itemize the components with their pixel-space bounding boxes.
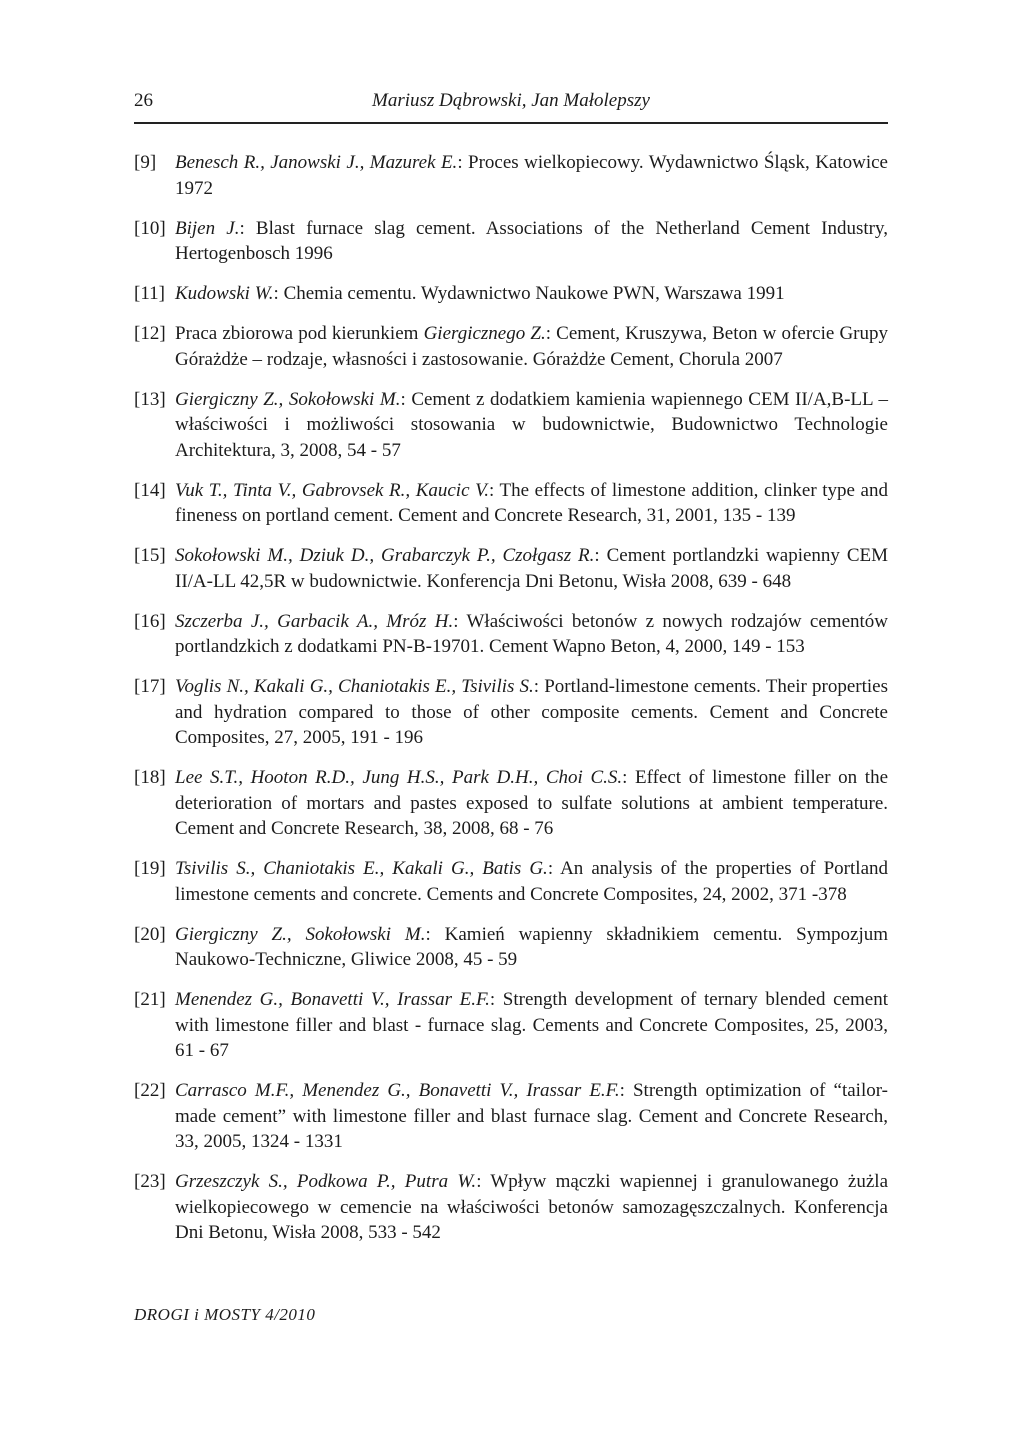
reference-number: [10] xyxy=(134,217,166,239)
reference-entry xyxy=(134,150,888,201)
reference-authors: Lee S.T., Hooton R.D., Jung H.S., Park D.H., Choi C.S. xyxy=(175,767,623,788)
reference-number: [21] xyxy=(134,989,166,1010)
reference-text: : Kamień wapienny składnikiem cementu. Sympozjum Naukowo-Techniczne, Gliwice 2008, 45 - 59 xyxy=(175,923,889,970)
reference-entry xyxy=(134,543,888,594)
reference-entry xyxy=(134,765,888,842)
reference-prefix: Praca zbiorowa pod kierunkiem xyxy=(175,323,424,344)
running-head: Mariusz Dąbrowski, Jan Małolepszy xyxy=(372,90,650,111)
journal-footer: DROGI i MOSTY 4/2010 xyxy=(134,1305,316,1324)
reference-text: : Effect of limestone filler on the deterioration of mortars and pastes exposed to sulfate solutions at ambient temperature. Cement and Concrete Research, 38, 2008, 68 - 76 xyxy=(175,767,888,839)
reference-number: [12] xyxy=(134,323,166,344)
reference-number: [22] xyxy=(134,1080,166,1101)
reference-authors: Menendez G., Bonavetti V., Irassar E.F. xyxy=(175,989,490,1010)
reference-authors: Giergicznego Z. xyxy=(423,323,546,344)
reference-text: : Strength optimization of “tailor-made cement” with limestone filler and blast furnace slag. Cement and Concrete Research, 33, 2005, 1324 - 1331 xyxy=(175,1080,888,1152)
reference-entry xyxy=(134,1078,888,1155)
reference-authors: Grzeszczyk S., Podkowa P., Putra W. xyxy=(175,1171,477,1192)
page-number: 26 xyxy=(134,90,153,111)
reference-authors: Kudowski W. xyxy=(175,283,274,304)
reference-authors: Carrasco M.F., Menendez G., Bonavetti V., Irassar E.F. xyxy=(175,1080,620,1101)
reference-text: : Cement portlandzki wapienny CEM II/A-LL 42,5R w budownictwie. Konferencja Dni Betonu, Wisła 2008, 639 - 648 xyxy=(175,545,888,592)
page-header xyxy=(134,90,888,124)
reference-list xyxy=(134,150,888,1260)
reference-number: [11] xyxy=(134,283,165,304)
reference-authors: Bijen J. xyxy=(175,217,240,239)
reference-text: : Proces wielkopiecowy. Wydawnictwo Śląsk, Katowice 1972 xyxy=(175,152,888,199)
reference-number: [14] xyxy=(134,479,166,501)
reference-entry xyxy=(134,856,888,907)
reference-text: : An analysis of the properties of Portland limestone cements and concrete. Cements and Concrete Composites, 24, 2002, 371 -378 xyxy=(175,858,888,905)
reference-number: [13] xyxy=(134,388,166,410)
reference-entry xyxy=(134,478,888,529)
reference-text: : Cement, Kruszywa, Beton w ofercie Grupy Górażdże – rodzaje, własności i zastosowanie. Górażdże Cement, Chorula 2007 xyxy=(175,323,889,370)
reference-number: [23] xyxy=(134,1171,166,1192)
reference-entry xyxy=(134,281,888,307)
reference-authors: Giergiczny Z., Sokołowski M. xyxy=(175,923,426,945)
reference-text: : Blast furnace slag cement. Associations of the Netherland Cement Industry, Hertogenbosch 1996 xyxy=(175,217,889,264)
reference-text: : The effects of limestone addition, clinker type and fineness on portland cement. Cement and Concrete Research, 31, 2001, 135 - 139 xyxy=(175,479,888,526)
reference-authors: Benesch R., Janowski J., Mazurek E. xyxy=(175,152,458,173)
reference-authors: Giergiczny Z., Sokołowski M. xyxy=(175,388,401,410)
reference-entry xyxy=(134,1169,888,1246)
reference-text: : Właściwości betonów z nowych rodzajów cementów portlandzkich z dodatkami PN-B-19701. Cement Wapno Beton, 4, 2000, 149 - 153 xyxy=(175,610,889,657)
reference-number: [20] xyxy=(134,923,166,945)
reference-text: : Portland-limestone cements. Their properties and hydration compared to those of other composite cements. Cement and Concrete Composites, 27, 2005, 191 - 196 xyxy=(175,676,888,748)
reference-entry xyxy=(134,922,888,973)
reference-authors: Voglis N., Kakali G., Chaniotakis E., Tsivilis S. xyxy=(175,676,534,697)
reference-authors: Szczerba J., Garbacik A., Mróz H. xyxy=(175,610,454,632)
reference-text: : Cement z dodatkiem kamienia wapiennego CEM II/A,B-LL – właściwości i możliwości stosowania w budownictwie, Budownictwo Technologie Architektura, 3, 2008, 54 - 57 xyxy=(175,388,889,461)
reference-text: : Chemia cementu. Wydawnictwo Naukowe PWN, Warszawa 1991 xyxy=(273,283,785,304)
reference-authors: Vuk T., Tinta V., Gabrovsek R., Kaucic V. xyxy=(175,479,489,501)
reference-entry xyxy=(134,321,888,372)
reference-number: [17] xyxy=(134,676,166,697)
reference-entry xyxy=(134,987,888,1064)
reference-entry xyxy=(134,609,888,660)
reference-number: [16] xyxy=(134,610,166,632)
reference-entry xyxy=(134,674,888,751)
reference-number: [18] xyxy=(134,767,166,788)
reference-authors: Tsivilis S., Chaniotakis E., Kakali G., Batis G. xyxy=(175,858,548,879)
reference-number: [15] xyxy=(134,545,166,566)
reference-number: [19] xyxy=(134,858,166,879)
reference-number: [9] xyxy=(134,152,157,173)
reference-entry xyxy=(134,387,888,464)
reference-entry xyxy=(134,216,888,267)
reference-text: : Wpływ mączki wapiennej i granulowanego żużla wielkopiecowego w cemencie na właściwości betonów samozagęszczalnych. Konferencja Dni Betonu, Wisła 2008, 533 - 542 xyxy=(175,1171,889,1243)
reference-authors: Sokołowski M., Dziuk D., Grabarczyk P., Czołgasz R. xyxy=(175,545,595,566)
reference-text: : Strength development of ternary blended cement with limestone filler and blast - furnace slag. Cements and Concrete Composites, 25, 2003, 61 - 67 xyxy=(175,989,888,1061)
